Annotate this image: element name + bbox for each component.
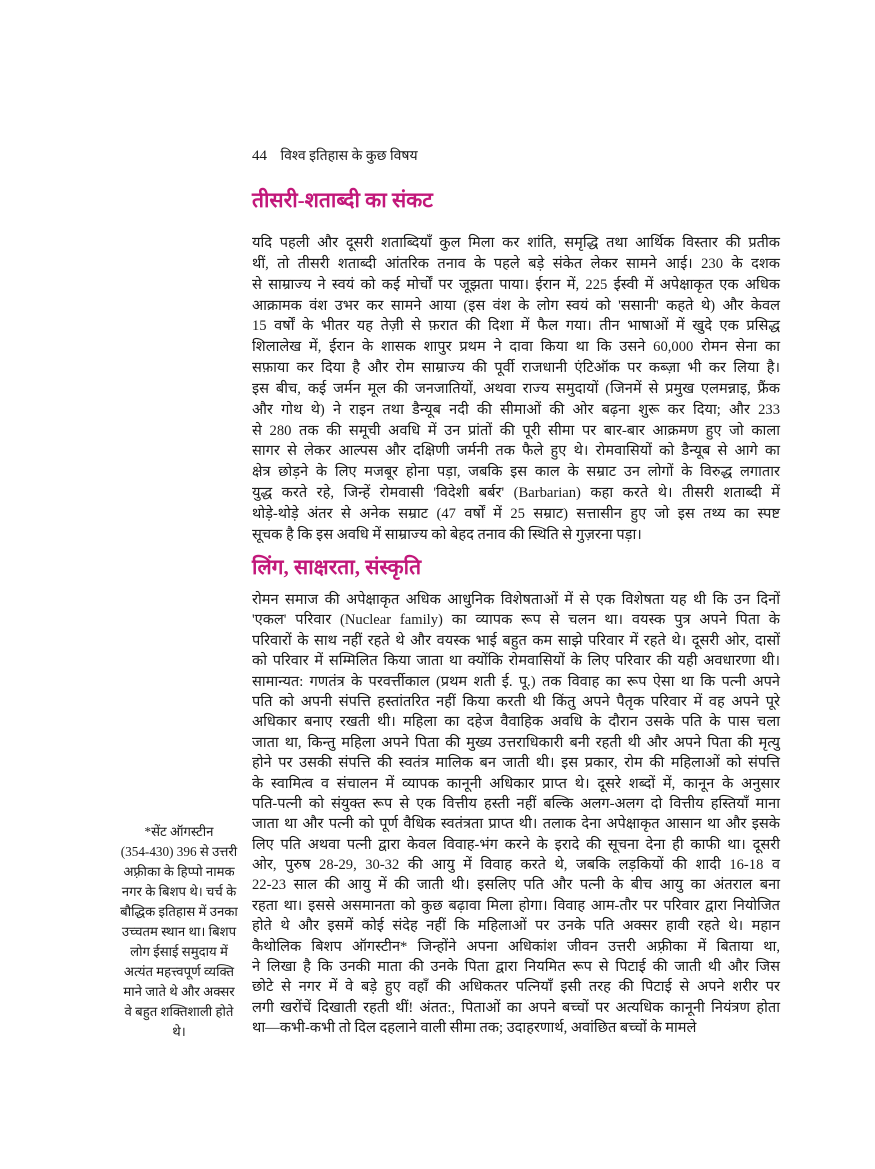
text-line: (354-430) 396 से उत्तरी: [120, 844, 238, 859]
text-line: नगर के बिशप थे। चर्च के: [121, 884, 237, 899]
book-title: विश्व इतिहास के कुछ विषय: [280, 149, 418, 164]
paragraph-third-century-crisis: [252, 233, 780, 546]
text-line: अधिकार बनाए रखती थी। महिला का दहेज वैवाहिक अवधि के दौरान उसके पति के पास चला: [252, 714, 780, 731]
running-header: [252, 146, 418, 165]
text-line: लिए पति अथवा पत्नी द्वारा केवल विवाह-भंग करने के इरादे की सूचना देना ही काफी था। दूसरी: [252, 836, 780, 853]
text-line: लोग ईसाई समुदाय में: [130, 944, 228, 959]
text-line: कैथोलिक बिशप ऑगस्टीन* जिन्होंने अपना अधिकांश जीवन उत्तरी अफ़्रीका में बिताया था,: [252, 938, 780, 955]
text-line: और गोथ थे) ने राइन तथा डैन्यूब नदी की सीमाओं की ओर बढ़ना शुरू कर दिया; और 233: [252, 401, 780, 418]
text-line: आक्रामक वंश उभर कर सामने आया (इस वंश के लोग स्वयं को 'ससानी' कहते थे) और केवल: [252, 297, 780, 314]
text-line: होते थे और इसमें कोई संदेह नहीं कि महिलाओं पर उनके पति अक्सर हावी रहते थे। महान: [252, 918, 780, 935]
text-line: होने पर उसकी संपत्ति की स्वतंत्र मालिक बन जाती थी। इस प्रकार, रोम की महिलाओं को संपत्ति: [252, 755, 780, 772]
text-line: इस बीच, कई जर्मन मूल की जनजातियों, अथवा राज्य समुदायों (जिनमें से प्रमुख एलमन्नाइ, फ्रैंक: [252, 380, 780, 397]
text-line: लगी खरोंचें दिखाती रहती थीं! अंतत:, पिताओं का अपने बच्चों पर अत्यधिक कानूनी नियंत्रण होता: [252, 999, 780, 1016]
text-line: अत्यंत महत्त्वपूर्ण व्यक्ति: [123, 964, 235, 979]
text-line: पति-पत्नी को संयुक्त रूप से एक वित्तीय हस्ती नहीं बल्कि अलग-अलग दो वित्तीय हस्तियाँ माना: [252, 795, 780, 812]
sidenote-saint-augustine: [104, 822, 254, 1042]
text-line: से साम्राज्य ने स्वयं को कई मोर्चों पर जूझता पाया। ईरान में, 225 ईस्वी में अपेक्षाकृत एक अधिक: [252, 276, 780, 293]
text-line: माने जाते थे और अक्सर: [123, 984, 235, 999]
section-heading-gender-literacy-culture: लिंग, साक्षरता, संस्कृति: [252, 555, 422, 579]
text-line: यदि पहली और दूसरी शताब्दियाँ कुल मिला कर शांति, समृद्धि तथा आर्थिक विस्तार की प्रतीक: [252, 235, 780, 251]
text-line: 22-23 साल की आयु में की जाती थी। इसलिए पति और पत्नी के बीच आयु का अंतराल बना: [252, 877, 780, 894]
text-line: थोड़े-थोड़े अंतर से अनेक सम्राट (47 वर्षों में 25 सम्राट) सत्तासीन हुए जो इस तथ्य का स्पष्ट: [252, 505, 780, 522]
text-line: शिलालेख में, ईरान के शासक शापुर प्रथम ने दावा किया था कि उसने 60,000 रोमन सेना का: [252, 339, 780, 356]
text-line: जाता था और पत्नी को पूर्ण वैधिक स्वतंत्रता प्राप्त थी। तलाक देना अपेक्षाकृत आसान था और इसके: [252, 816, 780, 833]
text-line: थीं, तो तीसरी शताब्दी आंतरिक तनाव के पहले बड़े संकेत लेकर सामने आई। 230 के दशक: [252, 255, 780, 272]
text-line: परिवारों के साथ नहीं रहते थे और वयस्क भाई बहुत कम साझे परिवार में रहते थे। दूसरी ओर, दासों: [252, 632, 780, 649]
section-heading-third-century-crisis: तीसरी-शताब्दी का संकट: [252, 188, 433, 212]
paragraph-gender-literacy-culture: [252, 590, 780, 1039]
text-line: सफ़ाया कर दिया है और रोम साम्राज्य की पूर्वी राजधानी एंटिऑक पर कब्ज़ा भी कर लिया है।: [252, 360, 780, 377]
text-line: वे बहुत शक्तिशाली होते: [124, 1004, 234, 1019]
page-number: 44: [252, 148, 267, 164]
text-line: पति को अपनी संपत्ति हस्तांतरित नहीं किया करती थी किंतु अपने पैतृक परिवार में वह अपने पूरे: [252, 693, 780, 710]
text-line: के स्वामित्व व संचालन में व्यापक कानूनी अधिकार प्राप्त थे। दूसरे शब्दों में, कानून के अनुसार: [252, 775, 780, 792]
text-line: ने लिखा है कि उनकी माता की उनके पिता द्वारा नियमित रूप से पिटाई की जाती थी और जिस: [252, 959, 780, 976]
text-line: 15 वर्षों के भीतर यह तेज़ी से फ़रात की दिशा में फैल गया। तीन भाषाओं में खुदे एक प्रसिद्ध: [252, 318, 780, 335]
text-line: 'एकल' परिवार (Nuclear family) का व्यापक रूप से चलन था। वयस्क पुत्र अपने पिता के: [252, 612, 780, 629]
text-line: सामान्यत: गणतंत्र के परवर्त्तीकाल (प्रथम शती ई. पू.) तक विवाह का रूप ऐसा था कि पत्नी अपने: [252, 673, 780, 690]
text-line: युद्ध करते रहे, जिन्हें रोमवासी 'विदेशी बर्बर' (Barbarian) कहा करते थे। तीसरी शताब्दी में: [252, 485, 780, 502]
text-line: जाता था, किन्तु महिला अपने पिता की मुख्य उत्तराधिकारी बनी रहती थी और अपने पिता की मृत्यु: [252, 734, 780, 751]
text-line: *सेंट ऑगस्टीन: [144, 824, 214, 839]
text-line: बौद्धिक इतिहास में उनका: [120, 904, 238, 919]
text-line: को परिवार में सम्मिलित किया जाता था क्योंकि रोमवासियों के लिए परिवार की यही अवधारणा थी।: [252, 653, 780, 670]
text-line: रहता था। इससे असमानता को कुछ बढ़ावा मिला होगा। विवाह आम-तौर पर परिवार द्वारा नियोजित: [252, 897, 780, 914]
text-line: रोमन समाज की अपेक्षाकृत अधिक आधुनिक विशेषताओं में से एक विशेषता यह थी कि उन दिनों: [252, 592, 780, 608]
text-line: अफ़्रीका के हिप्पो नामक: [123, 864, 235, 879]
text-line: छोटे से नगर में वे बड़े हुए वहाँ की अधिकतर पत्नियाँ इसी तरह की पिटाई से अपने शरीर पर: [252, 979, 780, 996]
text-line: क्षेत्र छोड़ने के लिए मजबूर होना पड़ा, जबकि इस काल के सम्राट उन लोगों के विरुद्ध लगातार: [252, 464, 780, 481]
text-line: थे।: [172, 1024, 186, 1039]
text-line: सागर से लेकर आल्पस और दक्षिणी जर्मनी तक फैले हुए थे। रोमवासियों को डैन्यूब से आगे का: [252, 443, 780, 460]
text-line: सूचक है कि इस अवधि में साम्राज्य को बेहद तनाव की स्थिति से गुज़रना पड़ा।: [252, 526, 642, 543]
text-line: था—कभी-कभी तो दिल दहलाने वाली सीमा तक; उदाहरणार्थ, अवांछित बच्चों के मामले: [252, 1020, 697, 1037]
text-line: से 280 तक की समूची अवधि में उन प्रांतों की पूरी सीमा पर बार-बार आक्रमण हुए जो काला: [252, 422, 780, 439]
text-line: ओर, पुरुष 28-29, 30-32 की आयु में विवाह करते थे, जबकि लड़कियों की शादी 16-18 व: [252, 857, 780, 874]
text-line: उच्चतम स्थान था। बिशप: [121, 924, 237, 939]
